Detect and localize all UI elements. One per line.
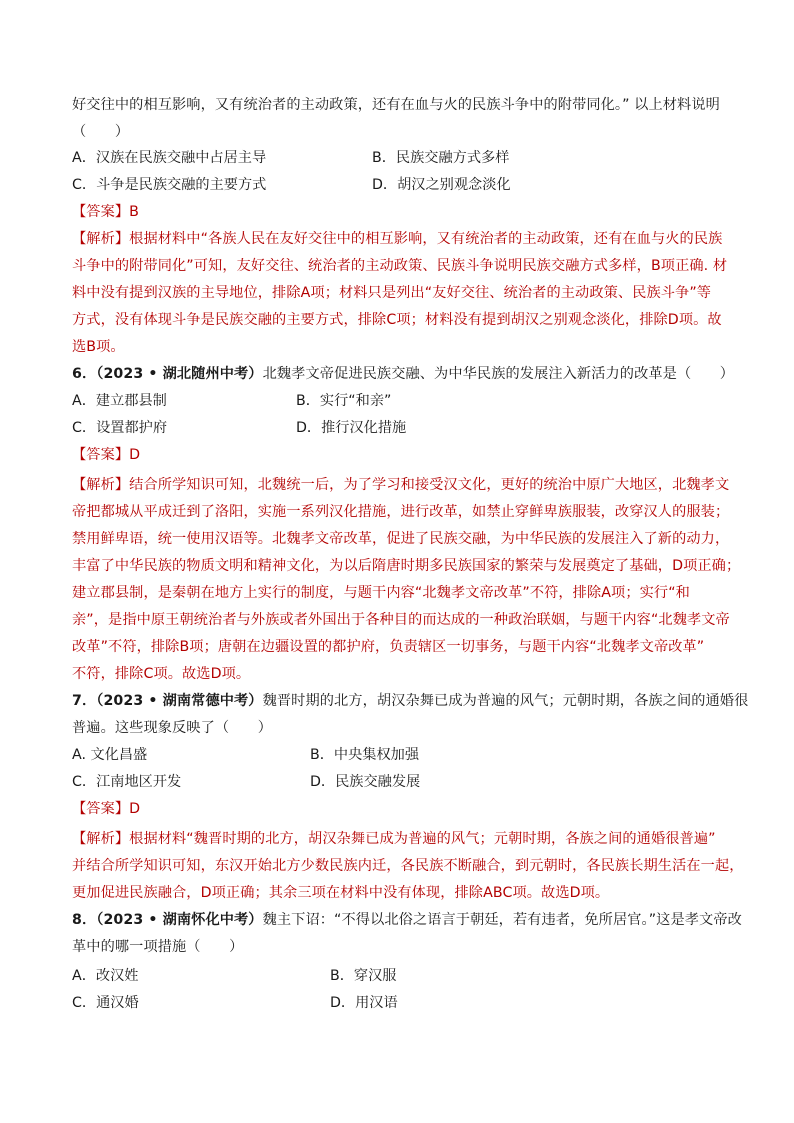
q6-analysis-line: 【解析】结合所学知识可知，北魏统一后，为了学习和接受汉文化，更好的统治中原广大地区，北魏孝文: [72, 477, 730, 493]
q5-option-c: C．斗争是民族交融的主要方式: [72, 177, 267, 193]
q5-stem-blank: （ ）: [72, 124, 130, 140]
q8-option-a: A．改汉姓: [72, 968, 139, 984]
q6-analysis-text: 亲”，是指中原王朝统治者与外族或者外国出于各种目的而达成的一种政治联姻，与题干内容: [72, 612, 651, 628]
q6-option-c: C．设置都护府: [72, 420, 168, 436]
q5-analysis-line: 斗争中的附带同化”可知，友好交往、统治者的主动政策、民族斗争说明民族交融方式多样，B项正确. 材: [72, 258, 728, 274]
q5-stem-line: 好交往中的相互影响，又有统治者的主动政策，还有在血与火的民族斗争中的附带同化。” 以上材料说明: [72, 97, 720, 113]
q6-analysis-line: 建立郡县制，是秦朝在地方上实行的制度，与题干内容“北魏孝文帝改革”不符，排除A项；实行“和: [72, 585, 690, 601]
q8-source: （2023 • 湖南怀化中考）: [96, 912, 263, 928]
q5-analysis-line: 方式，没有体现斗争是民族交融的主要方式，排除C项；材料没有提到胡汉之别观念淡化，排除D项。故: [72, 312, 722, 328]
q7-option-a: A. 文化昌盛: [72, 747, 148, 763]
q8-number: 8．: [72, 912, 97, 928]
q5-option-d: D．胡汉之别观念淡化: [372, 177, 511, 193]
q6-analysis-line: [72, 610, 730, 630]
q8-option-b: B．穿汉服: [330, 968, 397, 984]
q5-answer: 【答案】B: [72, 204, 139, 220]
q7-analysis-line: 并结合所学知识可知，东汉开始北方少数民族内迁，各民族不断融合，到元朝时，各民族长期生活在一起，: [72, 858, 744, 874]
q7-number: 7．: [72, 693, 97, 709]
q7-option-b: B．中央集权加强: [310, 747, 420, 763]
q6-analysis-line: 禁用鲜卑语，统一使用汉语等。北魏孝文帝改革，促进了民族交融，为中华民族的发展注入了新的动力，: [72, 531, 730, 547]
q6-option-b: B．实行“和亲”: [296, 393, 392, 409]
q6-analysis-line: 帝把都城从平成迁到了洛阳，实施一系列汉化措施，进行改革，如禁止穿鲜卑族服装，改穿汉人的服装；: [72, 504, 730, 520]
q5-option-b: B．民族交融方式多样: [372, 150, 510, 166]
q7-stem-line: 普遍。这些现象反映了（ ）: [72, 720, 273, 736]
q5-analysis-line: 选B项。: [72, 339, 125, 355]
q7-analysis-line: 更加促进民族融合，D项正确；其余三项在材料中没有体现，排除ABC项。故选D项。: [72, 885, 610, 901]
q6-number: 6．: [72, 366, 97, 382]
q6-option-a: A．建立郡县制: [72, 393, 167, 409]
q7-source: （2023 • 湖南常德中考）: [96, 693, 263, 709]
q7-option-d: D．民族交融发展: [310, 774, 421, 790]
q8-option-d: D．用汉语: [330, 995, 398, 1011]
q6-analysis-line: 丰富了中华民族的物质文明和精神文化，为以后隋唐时期多民族国家的繁荣与发展奠定了基础，D项正确；: [72, 558, 741, 574]
q6-stem-text: 北魏孝文帝促进民族交融、为中华民族的发展注入新活力的改革是（ ）: [262, 366, 735, 382]
q6-analysis-line: 不符，排除C项。故选D项。: [72, 666, 251, 682]
q8-stem: [72, 910, 742, 930]
q7-stem-text: 魏晋时期的北方，胡汉杂舞已成为普遍的风气；元朝时期，各族之间的通婚很: [262, 693, 749, 709]
q6-option-d: D．推行汉化措施: [296, 420, 407, 436]
q5-analysis-line: 【解析】根据材料中“各族人民在友好交往中的相互影响，又有统治者的主动政策，还有在血与火的民族: [72, 231, 723, 247]
q8-stem-line: 革中的哪一项措施（ ）: [72, 939, 244, 955]
q5-option-a: A．汉族在民族交融中占居主导: [72, 150, 267, 166]
q8-stem-text: 魏主下诏：“不得以北俗之语言于朝廷，若有违者，免所居官。”这是孝文帝改: [262, 912, 742, 928]
q7-analysis-line: 【解析】根据材料“魏晋时期的北方，胡汉杂舞已成为普遍的风气；元朝时期，各族之间的通婚很普遍”: [72, 831, 716, 847]
q7-option-c: C．江南地区开发: [72, 774, 182, 790]
q6-answer: 【答案】D: [72, 447, 141, 463]
q7-answer: 【答案】D: [72, 801, 141, 817]
q6-source: （2023 • 湖北随州中考）: [96, 366, 263, 382]
q6-analysis-highlight: “北魏孝文帝: [650, 612, 730, 628]
q7-stem: [72, 691, 748, 711]
q5-analysis-line: 料中没有提到汉族的主导地位，排除A项；材料只是列出“友好交往、统治者的主动政策、民族斗争”等: [72, 285, 712, 301]
q8-option-c: C．通汉婚: [72, 995, 139, 1011]
q6-stem: [72, 364, 734, 384]
q6-analysis-line: 改革”不符，排除B项；唐朝在边疆设置的都护府，负责辖区一切事务，与题干内容“北魏孝文帝改革”: [72, 639, 705, 655]
